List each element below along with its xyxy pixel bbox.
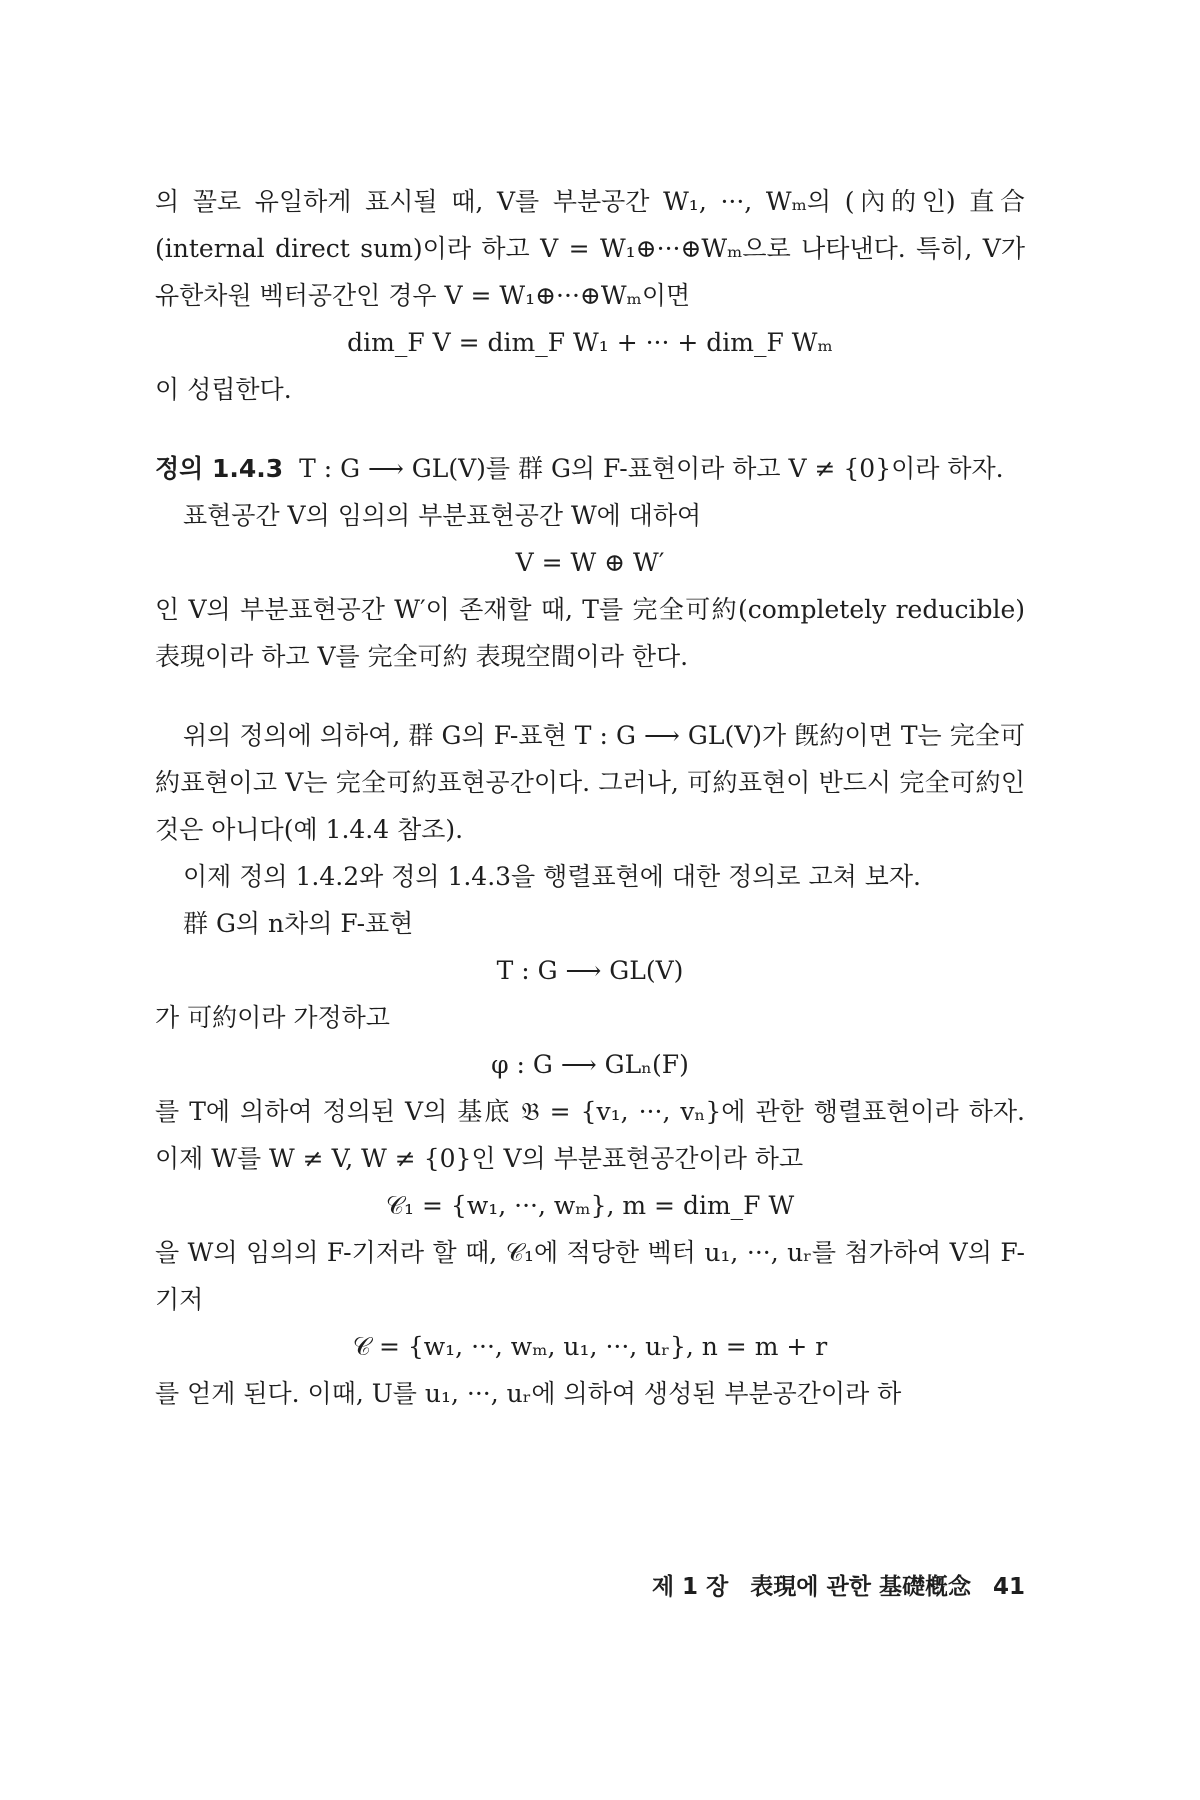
paragraph-matrix-definitions: 이제 정의 1.4.2와 정의 1.4.3을 행렬표현에 대한 정의로 고쳐 보자. [183, 862, 921, 891]
paragraph-assume-reducible: 가 可約이라 가정하고 [155, 1003, 390, 1032]
paragraph-direct-sum: 의 꼴로 유일하게 표시될 때, V를 부분공간 W₁, ···, Wₘ의 (內的인) 直合(internal direct sum)이라 하고 V = W₁⊕···⊕Wₘ으로 나타낸다. 특히, V가 유한차원 벡터공간인 경우 V = W₁⊕···⊕Wₘ이면 [155, 187, 1025, 310]
equation-representation: T : G ⟶ GL(V) [496, 956, 684, 985]
paragraph-subspace-u: 를 얻게 된다. 이때, U를 u₁, ···, uᵣ에 의하여 생성된 부분공간이라 하 [155, 1379, 902, 1408]
paragraph-completely-reducible: 인 V의 부분표현공간 W′이 존재할 때, T를 完全可約(completely reducible) 表現이라 하고 V를 完全可約 表現空間이라 한다. [155, 595, 1025, 671]
paragraph-extend-basis: 을 W의 임의의 F-기저라 할 때, 𝒞₁에 적당한 벡터 u₁, ···, uᵣ를 첨가하여 V의 F-기저 [155, 1238, 1025, 1314]
page-footer [638, 1568, 1025, 1601]
footer-chapter: 제 1 장 [651, 1574, 729, 1600]
paragraph-irreducible-remark: 위의 정의에 의하여, 群 G의 F-표현 T : G ⟶ GL(V)가 旣約이면 T는 完全可約표현이고 V는 完全可約표현공간이다. 그러나, 可約표현이 반드시 完全可約인 것은 아니다(예 1.4.4 참조). [155, 721, 1025, 844]
equation-full-basis: 𝒞 = {w₁, ···, wₘ, u₁, ···, uᵣ}, n = m + r [352, 1332, 828, 1361]
equation-complement: V = W ⊕ W′ [515, 548, 665, 577]
equation-matrix-representation: φ : G ⟶ GLₙ(F) [491, 1050, 689, 1079]
paragraph-basis: 를 T에 의하여 정의된 V의 基底 𝔅 = {v₁, ···, vₙ}에 관한 행렬표현이라 하자. 이제 W를 W ≠ V, W ≠ {0}인 V의 부분표현공간이라 하고 [155, 1097, 1025, 1173]
definition-label: 정의 1.4.3 [155, 454, 284, 483]
equation-subbasis: 𝒞₁ = {w₁, ···, wₘ}, m = dim_F W [385, 1191, 795, 1220]
definition-1-4-3 [155, 445, 1025, 492]
paragraph-holds: 이 성립한다. [155, 375, 292, 404]
paragraph-representation-space: 표현공간 V의 임의의 부분표현공간 W에 대하여 [183, 501, 702, 530]
page-body [155, 178, 1025, 1417]
footer-title: 表現에 관한 基礎槪念 [750, 1574, 971, 1600]
definition-text: T : G ⟶ GL(V)를 群 G의 F-표현이라 하고 V ≠ {0}이라 하자. [299, 454, 1004, 483]
equation-dimension: dim_F V = dim_F W₁ + ··· + dim_F Wₘ [347, 328, 833, 357]
page-number: 41 [992, 1574, 1025, 1600]
paragraph-degree-n: 群 G의 n차의 F-표현 [183, 909, 414, 938]
